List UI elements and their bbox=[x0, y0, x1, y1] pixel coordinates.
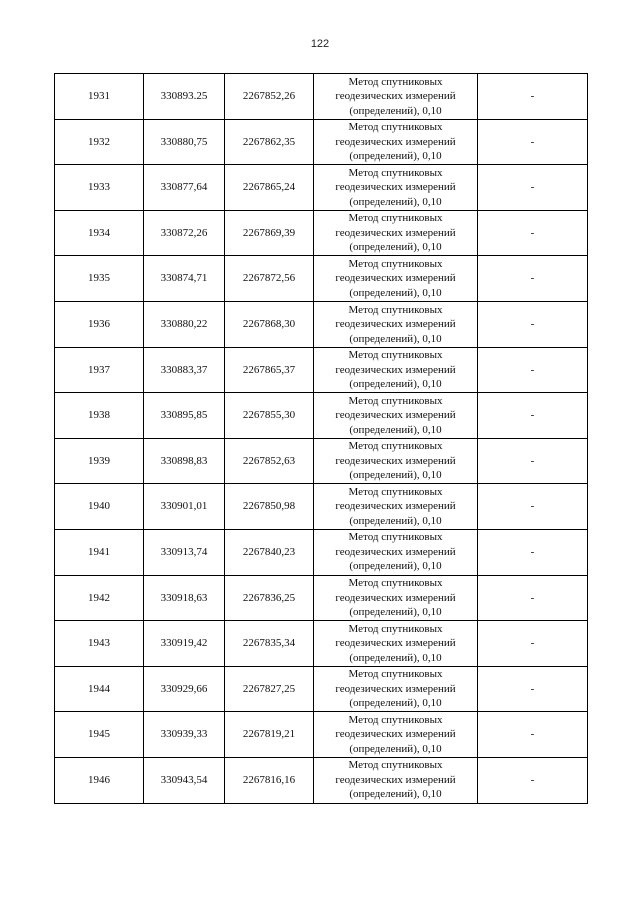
method-cell bbox=[314, 757, 478, 803]
x-coordinate-cell: 330943,54 bbox=[144, 757, 225, 803]
y-coordinate-cell: 2267840,23 bbox=[225, 529, 314, 575]
method-text-line: (определений), 0,10 bbox=[349, 150, 442, 163]
table-row bbox=[55, 438, 588, 484]
method-text-line: (определений), 0,10 bbox=[349, 195, 442, 208]
y-coordinate-cell: 2267827,25 bbox=[225, 666, 314, 712]
error-cell: - bbox=[478, 666, 588, 712]
point-number-cell: 1934 bbox=[55, 210, 144, 256]
method-cell bbox=[314, 210, 478, 256]
method-cell bbox=[314, 575, 478, 621]
method-text-line: Метод спутниковых bbox=[348, 121, 443, 134]
point-number-cell: 1940 bbox=[55, 484, 144, 530]
table-row bbox=[55, 393, 588, 439]
x-coordinate-cell: 330901,01 bbox=[144, 484, 225, 530]
method-text-line: геодезических измерений bbox=[335, 409, 456, 422]
point-number-cell: 1938 bbox=[55, 393, 144, 439]
method-text-line: геодезических измерений bbox=[335, 454, 456, 467]
method-text-line: геодезических измерений bbox=[335, 728, 456, 741]
method-text-line: Метод спутниковых bbox=[348, 759, 443, 772]
error-cell: - bbox=[478, 621, 588, 667]
method-cell bbox=[314, 347, 478, 393]
method-cell bbox=[314, 621, 478, 667]
point-number-cell: 1946 bbox=[55, 757, 144, 803]
method-text-line: геодезических измерений bbox=[335, 500, 456, 513]
method-text-line: (определений), 0,10 bbox=[349, 788, 442, 801]
point-number-cell: 1932 bbox=[55, 119, 144, 165]
x-coordinate-cell: 330919,42 bbox=[144, 621, 225, 667]
method-text-line: геодезических измерений bbox=[335, 545, 456, 558]
method-text-line: геодезических измерений bbox=[335, 272, 456, 285]
method-cell bbox=[314, 484, 478, 530]
method-text-line: Метод спутниковых bbox=[348, 622, 443, 635]
point-number-cell: 1942 bbox=[55, 575, 144, 621]
x-coordinate-cell: 330895,85 bbox=[144, 393, 225, 439]
point-number-cell: 1945 bbox=[55, 712, 144, 758]
method-cell bbox=[314, 393, 478, 439]
method-text-line: (определений), 0,10 bbox=[349, 332, 442, 345]
x-coordinate-cell: 330929,66 bbox=[144, 666, 225, 712]
x-coordinate-cell: 330898,83 bbox=[144, 438, 225, 484]
method-text-line: геодезических измерений bbox=[335, 591, 456, 604]
table-row bbox=[55, 347, 588, 393]
y-coordinate-cell: 2267865,24 bbox=[225, 165, 314, 211]
y-coordinate-cell: 2267850,98 bbox=[225, 484, 314, 530]
method-cell bbox=[314, 165, 478, 211]
method-text-line: (определений), 0,10 bbox=[349, 423, 442, 436]
point-number-cell: 1936 bbox=[55, 301, 144, 347]
method-text-line: (определений), 0,10 bbox=[349, 241, 442, 254]
error-cell: - bbox=[478, 712, 588, 758]
method-text-line: геодезических измерений bbox=[335, 135, 456, 148]
method-text-line: (определений), 0,10 bbox=[349, 651, 442, 664]
x-coordinate-cell: 330883,37 bbox=[144, 347, 225, 393]
y-coordinate-cell: 2267852,26 bbox=[225, 74, 314, 120]
method-cell bbox=[314, 712, 478, 758]
method-cell bbox=[314, 74, 478, 120]
method-text-line: (определений), 0,10 bbox=[349, 104, 442, 117]
y-coordinate-cell: 2267869,39 bbox=[225, 210, 314, 256]
method-cell bbox=[314, 301, 478, 347]
x-coordinate-cell: 330939,33 bbox=[144, 712, 225, 758]
table-row bbox=[55, 757, 588, 803]
method-text-line: Метод спутниковых bbox=[348, 349, 443, 362]
method-text-line: геодезических измерений bbox=[335, 90, 456, 103]
method-text-line: Метод спутниковых bbox=[348, 212, 443, 225]
method-text-line: Метод спутниковых bbox=[348, 166, 443, 179]
table-row bbox=[55, 210, 588, 256]
y-coordinate-cell: 2267865,37 bbox=[225, 347, 314, 393]
y-coordinate-cell: 2267852,63 bbox=[225, 438, 314, 484]
table-row bbox=[55, 529, 588, 575]
page-number: 122 bbox=[310, 38, 330, 50]
method-text-line: (определений), 0,10 bbox=[349, 606, 442, 619]
method-cell bbox=[314, 119, 478, 165]
error-cell: - bbox=[478, 438, 588, 484]
method-text-line: геодезических измерений bbox=[335, 773, 456, 786]
method-text-line: Метод спутниковых bbox=[348, 394, 443, 407]
x-coordinate-cell: 330918,63 bbox=[144, 575, 225, 621]
method-text-line: (определений), 0,10 bbox=[349, 469, 442, 482]
x-coordinate-cell: 330874,71 bbox=[144, 256, 225, 302]
y-coordinate-cell: 2267836,25 bbox=[225, 575, 314, 621]
point-number-cell: 1935 bbox=[55, 256, 144, 302]
method-text-line: геодезических измерений bbox=[335, 363, 456, 376]
x-coordinate-cell: 330913,74 bbox=[144, 529, 225, 575]
table-row bbox=[55, 165, 588, 211]
error-cell: - bbox=[478, 529, 588, 575]
error-cell: - bbox=[478, 347, 588, 393]
method-text-line: Метод спутниковых bbox=[348, 303, 443, 316]
table-row bbox=[55, 712, 588, 758]
method-text-line: (определений), 0,10 bbox=[349, 286, 442, 299]
method-text-line: Метод спутниковых bbox=[348, 531, 443, 544]
error-cell: - bbox=[478, 74, 588, 120]
error-cell: - bbox=[478, 210, 588, 256]
table-row bbox=[55, 575, 588, 621]
x-coordinate-cell: 330877,64 bbox=[144, 165, 225, 211]
method-cell bbox=[314, 666, 478, 712]
table-row bbox=[55, 119, 588, 165]
method-text-line: геодезических измерений bbox=[335, 226, 456, 239]
y-coordinate-cell: 2267868,30 bbox=[225, 301, 314, 347]
point-number-cell: 1944 bbox=[55, 666, 144, 712]
method-text-line: Метод спутниковых bbox=[348, 75, 443, 88]
method-text-line: геодезических измерений bbox=[335, 181, 456, 194]
method-text-line: (определений), 0,10 bbox=[349, 560, 442, 573]
y-coordinate-cell: 2267819,21 bbox=[225, 712, 314, 758]
point-number-cell: 1937 bbox=[55, 347, 144, 393]
method-text-line: Метод спутниковых bbox=[348, 440, 443, 453]
error-cell: - bbox=[478, 575, 588, 621]
error-cell: - bbox=[478, 256, 588, 302]
method-text-line: Метод спутниковых bbox=[348, 577, 443, 590]
x-coordinate-cell: 330893.25 bbox=[144, 74, 225, 120]
method-text-line: (определений), 0,10 bbox=[349, 697, 442, 710]
method-text-line: (определений), 0,10 bbox=[349, 742, 442, 755]
point-number-cell: 1943 bbox=[55, 621, 144, 667]
table-row bbox=[55, 666, 588, 712]
table-row bbox=[55, 621, 588, 667]
point-number-cell: 1931 bbox=[55, 74, 144, 120]
table-row bbox=[55, 301, 588, 347]
table-row bbox=[55, 74, 588, 120]
y-coordinate-cell: 2267816,16 bbox=[225, 757, 314, 803]
y-coordinate-cell: 2267862,35 bbox=[225, 119, 314, 165]
y-coordinate-cell: 2267835,34 bbox=[225, 621, 314, 667]
error-cell: - bbox=[478, 165, 588, 211]
method-text-line: геодезических измерений bbox=[335, 637, 456, 650]
x-coordinate-cell: 330880,22 bbox=[144, 301, 225, 347]
method-text-line: Метод спутниковых bbox=[348, 713, 443, 726]
x-coordinate-cell: 330872,26 bbox=[144, 210, 225, 256]
x-coordinate-cell: 330880,75 bbox=[144, 119, 225, 165]
y-coordinate-cell: 2267855,30 bbox=[225, 393, 314, 439]
coordinates-table bbox=[54, 73, 588, 804]
error-cell: - bbox=[478, 484, 588, 530]
method-text-line: Метод спутниковых bbox=[348, 668, 443, 681]
method-cell bbox=[314, 529, 478, 575]
table-row bbox=[55, 256, 588, 302]
table-row bbox=[55, 484, 588, 530]
method-cell bbox=[314, 438, 478, 484]
point-number-cell: 1939 bbox=[55, 438, 144, 484]
method-text-line: (определений), 0,10 bbox=[349, 514, 442, 527]
method-text-line: геодезических измерений bbox=[335, 682, 456, 695]
method-text-line: (определений), 0,10 bbox=[349, 378, 442, 391]
point-number-cell: 1933 bbox=[55, 165, 144, 211]
error-cell: - bbox=[478, 757, 588, 803]
error-cell: - bbox=[478, 393, 588, 439]
method-text-line: Метод спутниковых bbox=[348, 485, 443, 498]
table-body bbox=[55, 74, 588, 804]
method-text-line: Метод спутниковых bbox=[348, 257, 443, 270]
error-cell: - bbox=[478, 119, 588, 165]
y-coordinate-cell: 2267872,56 bbox=[225, 256, 314, 302]
point-number-cell: 1941 bbox=[55, 529, 144, 575]
error-cell: - bbox=[478, 301, 588, 347]
method-text-line: геодезических измерений bbox=[335, 318, 456, 331]
method-cell bbox=[314, 256, 478, 302]
